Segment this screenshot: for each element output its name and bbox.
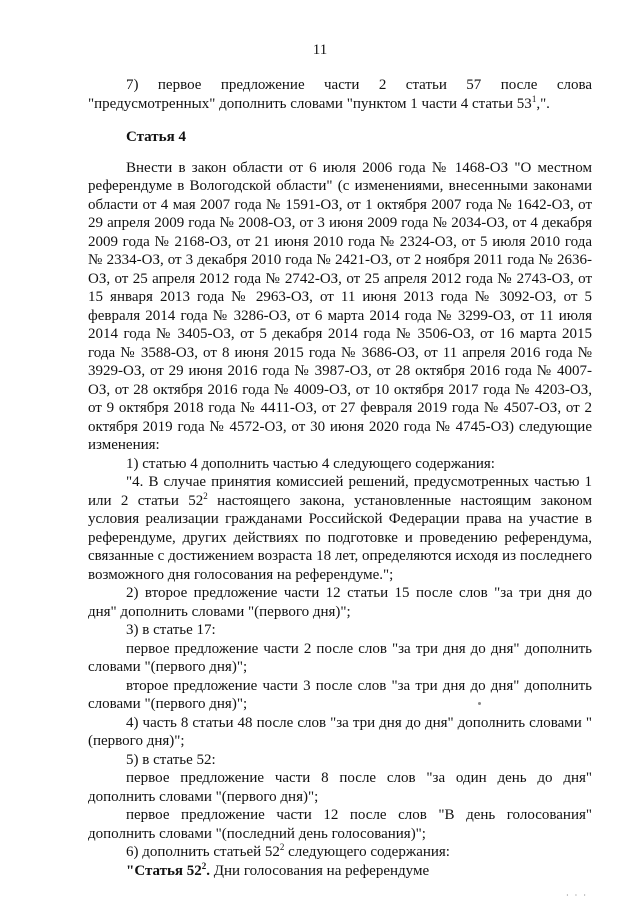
list-item: 3) в статье 17: [126, 622, 216, 638]
article-heading: Статья 4 [126, 129, 186, 145]
superscript: 2 [201, 860, 207, 871]
quote-text-tail: настоящего закона, установленные настоящим законом условия реализации гражданами Российской Федерации права на участие в референдуме, других действиях по подготовке и проведению референдума, связанные с достижением возраста 18 лет, определяются исходя из последнего возможного дня голосования на референдуме."; [88, 492, 592, 583]
article-52-2-heading [88, 862, 592, 881]
article-intro: Внести в закон области от 6 июля 2006 года № 1468-ОЗ "О местном референдуме в Вологодской области" (с изменениями, внесенными законами области от 4 мая 2007 года № 1591-ОЗ, от 1 октября 2007 года № 1642-ОЗ, от 29 апреля 2009 года № 2008-ОЗ, от 3 июня 2009 года № 2034-ОЗ, от 4 декабря 2009 года № 2168-ОЗ, от 21 июня 2010 года № 2324-ОЗ, от 5 июля 2010 года № 2334-ОЗ, от 3 декабря 2010 года № 2421-ОЗ, от 2 ноября 2011 года № 2636-ОЗ, от 25 апреля 2012 года № 2742-ОЗ, от 25 апреля 2012 года № 2743-ОЗ, от 15 января 2013 года № 2963-ОЗ, от 11 июня 2013 года № 3092-ОЗ, от 5 февраля 2014 года № 3286-ОЗ, от 6 марта 2014 года № 3299-ОЗ, от 11 июля 2014 года № 3405-ОЗ, от 5 декабря 2014 года № 3506-ОЗ, от 16 марта 2015 года № 3588-ОЗ, от 8 июня 2015 года № 3686-ОЗ, от 11 апреля 2016 года № 3929-ОЗ, от 29 июня 2016 года № 3987-ОЗ, от 28 октября 2016 года № 4007-ОЗ, от 28 октября 2016 года № 4009-ОЗ, от 10 октября 2017 года № 4203-ОЗ, от 9 октября 2018 года № 4411-ОЗ, от 27 февраля 2019 года № 4507-ОЗ, от 2 октября 2019 года № 4572-ОЗ, от 30 июня 2020 года № 4745-ОЗ) следующие изменения: [88, 159, 592, 453]
item-6-text: 6) дополнить статьей 52 [126, 844, 280, 860]
sub-item: первое предложение части 2 после слов "за три дня до дня" дополнить словами "(первого дня)"; [88, 640, 592, 675]
superscript: 2 [279, 842, 285, 852]
list-item [88, 843, 592, 862]
article-title: Дни голосования на референдуме [210, 862, 430, 879]
quoted-part-4 [88, 473, 592, 584]
quote-text: "4. В случае принятия комиссией решений, предусмотренных частью 1 или 2 статьи 52 [88, 474, 592, 509]
list-item: 1) статью 4 дополнить частью 4 следующего содержания: [126, 455, 495, 472]
superscript: 2 [203, 490, 208, 501]
article-label-dot: . [206, 862, 211, 879]
list-item: 2) второе предложение части 12 статьи 15 после слов "за три дня до дня" дополнить словами "(первого дня)"; [88, 585, 592, 620]
item-7-text: 7) первое предложение части 2 статьи 57 после слова "предусмотренных" дополнить словами "пунктом 1 части 4 статьи 53 [88, 77, 592, 112]
document-body [88, 76, 592, 880]
item-7-tail: ,". [536, 95, 550, 112]
sub-item: первое предложение части 8 после слов "за один день до дня" дополнить словами "(первого дня)"; [88, 770, 592, 805]
paragraph-item-7 [88, 76, 592, 113]
list-item: 5) в статье 52: [126, 751, 216, 768]
scan-marks: · · · [566, 891, 588, 900]
item-6-tail: следующего содержания: [284, 844, 450, 860]
superscript: 1 [531, 93, 537, 104]
scan-speck [478, 702, 481, 705]
page-number: 11 [312, 42, 328, 58]
sub-item: первое предложение части 12 после слов "В день голосования" дополнить словами "(последний день голосования)"; [88, 807, 592, 842]
list-item: 4) часть 8 статьи 48 после слов "за три дня до дня" дополнить словами "(первого дня)"; [88, 714, 592, 749]
article-label: "Статья 52 [126, 862, 202, 879]
sub-item: второе предложение части 3 после слов "за три дня до дня" дополнить словами "(первого дня)"; [88, 677, 592, 712]
